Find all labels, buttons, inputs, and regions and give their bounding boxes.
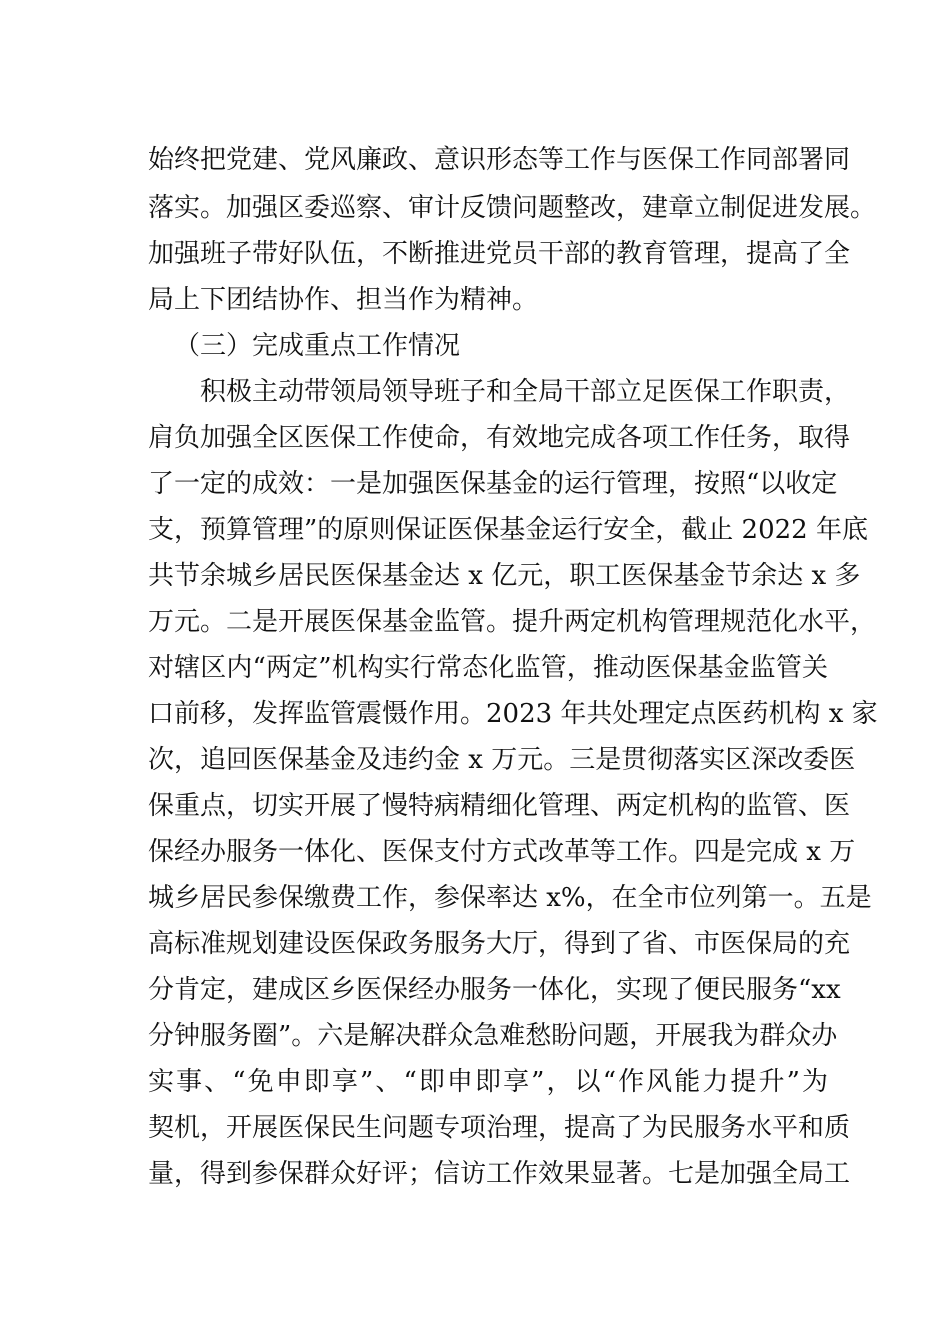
paragraph-2-line: 保重点，切实开展了慢特病精细化管理、两定机构的监管、医: [148, 791, 851, 821]
paragraph-2-line: 契机，开展医保民生问题专项治理，提高了为民服务水平和质: [148, 1113, 851, 1143]
paragraph-1-line: 始终把党建、党风廉政、意识形态等工作与医保工作同部署同: [148, 145, 851, 175]
paragraph-2-line: 口前移，发挥监管震慑作用。2023 年共处理定点医药机构 x 家: [148, 699, 878, 729]
paragraph-2-line: 对辖区内“两定”机构实行常态化监管，推动医保基金监管关: [148, 653, 828, 683]
paragraph-2-line: 支，预算管理”的原则保证医保基金运行安全，截止 2022 年底: [148, 515, 868, 545]
paragraph-2-line: 量，得到参保群众好评；信访工作效果显著。七是加强全局工: [148, 1159, 851, 1189]
paragraph-2-line: 了一定的成效：一是加强医保基金的运行管理，按照“以收定: [148, 469, 838, 499]
paragraph-2-line: 高标准规划建设医保政务服务大厅，得到了省、市医保局的充: [148, 929, 851, 959]
paragraph-1-line: 局上下团结协作、担当作为精神。: [148, 285, 539, 315]
paragraph-2-line: 分钟服务圈”。六是解决群众急难愁盼问题，开展我为群众办: [148, 1021, 838, 1051]
paragraph-2-line: 城乡居民参保缴费工作，参保率达 x%，在全市位列第一。五是: [148, 883, 872, 913]
paragraph-2-line: 积极主动带领局领导班子和全局干部立足医保工作职责，: [200, 377, 851, 407]
paragraph-2-line: 共节余城乡居民医保基金达 x 亿元，职工医保基金节余达 x 多: [148, 561, 861, 591]
paragraph-2-line: 万元。二是开展医保基金监管。提升两定机构管理规范化水平，: [148, 607, 877, 637]
paragraph-1-line: 加强班子带好队伍，不断推进党员干部的教育管理，提高了全: [148, 239, 851, 269]
section-heading: （三）完成重点工作情况: [174, 331, 461, 361]
paragraph-2-line: 保经办服务一体化、医保支付方式改革等工作。四是完成 x 万: [148, 837, 856, 867]
paragraph-2-line: 实事、“免申即享”、“即申即享”，以“作风能力提升”为: [148, 1067, 828, 1097]
paragraph-2-line: 肩负加强全区医保工作使命，有效地完成各项工作任务，取得: [148, 423, 851, 453]
paragraph-1-line: 落实。加强区委巡察、审计反馈问题整改，建章立制促进发展。: [148, 193, 877, 223]
paragraph-2-line: 分肯定，建成区乡医保经办服务一体化，实现了便民服务“xx: [148, 975, 841, 1005]
paragraph-2-line: 次，追回医保基金及违约金 x 万元。三是贯彻落实区深改委医: [148, 745, 856, 775]
